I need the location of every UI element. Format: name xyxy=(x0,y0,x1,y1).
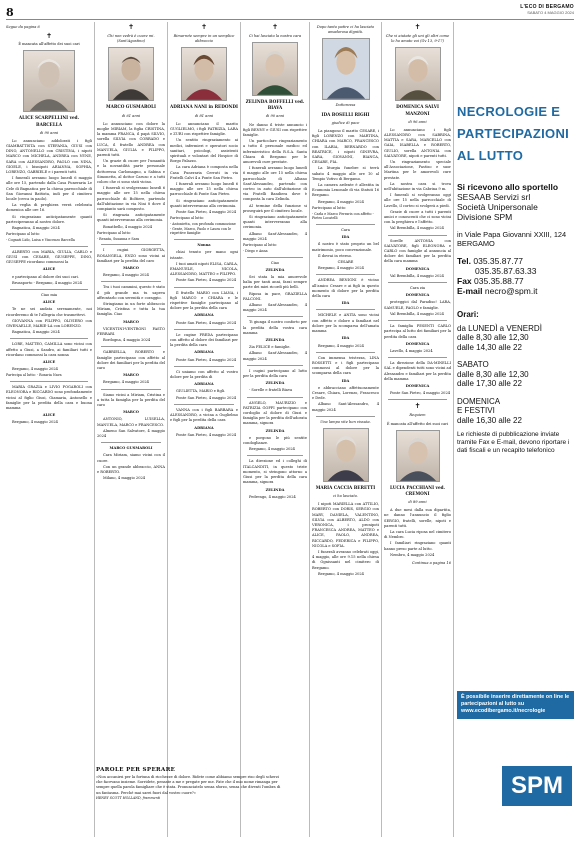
notice-text: e partecipano al dolore dei suoi cari. xyxy=(12,274,79,279)
notice-date: Bergamo, 4 maggio 2024 xyxy=(12,420,58,425)
phone-number[interactable]: 035.35.87.63.33 xyxy=(475,266,537,276)
notice-text: A due mesi dalla sua dipartita, ne danno l'annuncio il figlio SERGIO, fratelli, sorelle, nipoti e parenti tutti. xyxy=(384,508,451,528)
paper-date: SABATO 4 MAGGIO 2024 xyxy=(527,10,574,15)
deceased-name: ADRIANA NANI in REDONDI xyxy=(170,104,238,110)
deceased-name: IDA xyxy=(341,378,350,383)
notice-date: Ponte San Pietro, 4 maggio 2024 xyxy=(176,209,237,214)
separator xyxy=(247,365,303,366)
notice-text: ALBERTO con MARIA, GIULIA, CARLO e GIUSI con CESARE, GIUSEPPE, DINO, GIUSEPPE ricordano commossi la xyxy=(6,249,92,265)
deceased-age: di 90 anni xyxy=(265,114,285,119)
notice-text: Un particolare ringraziamento a tutto il personale medico ed infermieristico della R.S.A. Santa Chiara di Bergamo per le amorevoli cure prestate. xyxy=(243,139,307,165)
notice-text: Cara xyxy=(341,228,350,233)
phone-number[interactable]: 035.35.87.77 xyxy=(473,256,524,266)
notice-text: I funerali avranno luogo lunedì 6 maggio alle ore 15, partendo dalla Casa Funeraria Le Cele di Bagnatica per la chiesa parrocchiale di San Giovanni Battista, indi per il cimitero locale (cerca in paolo). xyxy=(6,176,92,202)
notice-text: La camera ardente è allestita in Ecumonia Lenonale di via Statuti 16 Bergamo. xyxy=(312,182,379,198)
notice-text: I funerali avranno celebrati oggi, 4 maggio, alle ore 9.15 nella chiesa di Ognissanti nel cimitero di Bergamo. xyxy=(312,550,379,570)
notice-date: Ponte San Pietro, 4 maggio 2024 xyxy=(390,391,451,396)
participants-label: Partecipano al lutto: xyxy=(6,232,41,237)
separator xyxy=(247,397,303,398)
parole-per-sperare xyxy=(96,767,285,801)
quote: Che vi aiutate gli uni gli altri come lo ho amato voi (Gv 13, 9-17) xyxy=(385,34,450,44)
notice-date: Val Brembilla, 4 maggio 2024 xyxy=(390,226,444,231)
quote: Ci hai lasciato la nostra cara xyxy=(248,34,302,38)
hours-time: dalle 8,30 alle 12,30 xyxy=(457,369,529,379)
separator xyxy=(388,320,447,321)
notice-text: Ti giunga il nostro conforto per la perdita della vostra cara mamma xyxy=(243,320,307,335)
notice-date: Bordogna, 4 maggio 2024 xyxy=(103,338,151,343)
notice-text: MARIA GRAZIA e LIVIO POGAROLI con ELEONORA e RICCARDO sono profondamente vicini al figlio Giusi, Giamaria, Antonello e famiglie per la perdita della cara e buona mamma xyxy=(6,385,92,411)
notice-text: Lo annunciano i figli ALESSANDRO con SABRINA, MATTIA e SARA, MARCELLO con GAIA, ISABELLA e ROBERTO, GIULIO, sorella ANTONIA con SALVATORE, nipoti e parenti tutti. xyxy=(384,127,451,158)
notice-text: VANNA con i figli BARBARA e ALESSANDRO, a vicina a Guglielmo e figli per la perdita della cara xyxy=(170,407,238,423)
fax-label: Fax xyxy=(457,276,472,286)
continued-from: Segue da pagina 6 xyxy=(6,25,40,29)
notice-date: Albano Sant'Alessandro, 4 maggio 2024 xyxy=(243,351,307,361)
notice-date: Bergamo, 4 maggio 2024 xyxy=(249,447,295,452)
separator xyxy=(388,282,447,283)
obituary-column-5 xyxy=(312,22,379,837)
participants: - Carla e Marco Ferraris con affetto - Pietro Locatelli xyxy=(312,211,374,221)
deceased-name: ZELINDA xyxy=(265,338,285,343)
notice-text: I familiari ringraziano quanti hanno preso parte al lutto. xyxy=(384,541,451,551)
masthead xyxy=(520,4,574,15)
deceased-name: DOMENICA SALVI MANZONI xyxy=(396,104,439,116)
office-division: Divisione SPM xyxy=(457,212,513,222)
deceased-name: ADRIANA xyxy=(194,425,214,430)
deceased-name: ADRIANA xyxy=(194,313,214,318)
notice-text: Il fratello MARIO con LIANA, i figli MARCO e CHIARA e le rispettive famiglie partecipano al dolore per la perdita della cara xyxy=(170,290,238,311)
parole-title: PAROLE PER SPERARE xyxy=(96,767,176,773)
separator xyxy=(247,257,303,258)
obituary-column-2 xyxy=(97,22,165,762)
notice-text: Si ringraziano anticipatamente quanti parteciperanno al nostro dolore. xyxy=(6,214,92,224)
obituary-column-1 xyxy=(6,22,92,837)
notice-text: Un sentito ringraziamento ai medici, infermieri e operatori socio sanitari, psicologi, assistenti spirituali e volontari del Hospice di Borgo Palazzo. xyxy=(170,138,238,164)
separator xyxy=(101,389,161,390)
paper-name: L'ECO DI BERGAMO xyxy=(520,4,574,10)
deceased-name: DOMENICA xyxy=(405,266,430,271)
notice-text: La direzione della DA-MINELLI SAL e dipendenti tutti sono vicini ad Alessandro e familiari per la perdita della mamma xyxy=(384,361,451,381)
participants: - Renata, Susanna e Sara xyxy=(97,236,140,241)
deceased-name: ADRIANA xyxy=(194,382,214,387)
office-info xyxy=(457,182,574,296)
participants-label: Partecipano al lutto: xyxy=(312,205,347,210)
deceased-name: MARIA CACCIA BERETTI xyxy=(315,484,376,490)
quote: Chi non vedrà è cuore mi. (Sant'Agostino) xyxy=(107,34,155,44)
email-label: E-mail xyxy=(457,286,483,296)
notice-text: ANGELO, MAURIZIO e PATRIZIA GOFFI partecipano con cordoglio al dolore di Giusi e famiglia per la perdita dell'adorata mamma, signora xyxy=(243,400,307,426)
notice-text: La direzione ed i colleghi di ITALCANDITI, in questo triste momento, si stringono attorno a Giusi per la perdita della cara mamma, signora xyxy=(243,459,307,485)
quote: Rimarrete sempre in un semplice abbraccio xyxy=(173,34,235,44)
separator xyxy=(316,224,375,225)
notice-date: Lavello, 4 maggio 2024 xyxy=(390,348,433,353)
separator xyxy=(174,287,234,288)
notice-date: Bagnatica, 4 maggio 2024 xyxy=(12,330,60,335)
notice-text: Sorelle ANTONIA con SALVATORE, figli ELEONORA e CARLO con famiglie al annuncia al dolore dei familiari per la perdita della cara mamma xyxy=(384,238,451,264)
notice-date: Bergamo, 4 maggio 2024 xyxy=(318,266,364,271)
notice-text: I nipoti MARIELLA con ATTILIO, ROBERTO con DORIS, SERGIO con MARY, DANIELA, VALENTINO, SILVIA con ALBERTO, ALDO con VERONICA, i pronipoti FRANCESCA ANDREA, MATTEO e ALICE, PAOLO, ANDREA, RICCARDO, FEDERICA e FILIPPO, NICOLA e SOFIA. xyxy=(312,502,379,548)
deceased-age: di 90 anni xyxy=(39,130,59,135)
deceased-name: ALICE SCARPELLINI ved. BARCELLA xyxy=(18,115,80,127)
lead-text: È mancata all'affetto dei suoi cari xyxy=(18,42,80,47)
deceased-age: ci ha lasciato. xyxy=(332,494,359,499)
notice-text: Lo annunciano addolorati i figli GIAMBATTISTA con STEFANIA, GIUSI con DINO, ANTONELLO con CRISTINA, i nipoti MARCO con MICHELA, ANDREA con NYNE, SARA con ALESSANDRO, PAOLO con NINA, GIOELE, i bisnipoti ARIANNA, SOPHIA, LORENZO, GABRIELE e i parenti tutti. xyxy=(6,138,92,175)
deceased-name: IDA xyxy=(341,301,350,306)
title: Dottoressa xyxy=(335,103,356,108)
column-divider xyxy=(167,22,168,837)
parole-text: «Non accanirsi per la fortuna di ricchezze di dolore. Ridete come abbiamo sempre riso degli scherzi che facevano insieme. Sorridete, pensate a me e pregate per me. Fate che il mio nome rimanga per sempre quella parola famigliare che è stata. Pronunciatelo senza sforzo, senza che diventi l'ombra di un fantasma. Perché mai sarei fuori dal vostro cuore?» xyxy=(96,774,281,795)
separator xyxy=(316,309,375,310)
notice-text: chiai tenuto per mano ogni istante. xyxy=(170,250,238,260)
deceased-name: ZELINDA xyxy=(265,487,285,492)
separator xyxy=(10,246,88,247)
cross-icon: ✝ xyxy=(46,32,52,41)
email-link[interactable]: necro@spm.it xyxy=(484,286,538,296)
notice-text: Sei stata la mia amorevole balia per tanti anni, farai sempre parte dei miei ricordi più belli. xyxy=(243,275,307,290)
office-address: in Viale Papa Giovanni XXIII, 124 BERGAMO xyxy=(457,230,567,248)
deceased-name: IDA xyxy=(341,336,350,341)
notice-date: Ponte San Pietro, 4 maggio 2024 xyxy=(176,320,237,325)
notice-text: Zia FELICE e famiglie. xyxy=(249,345,291,350)
notice-text: Un ringraziamento speciale all'Associazione, Fastiso e suor Martina per le amorevoli cure prestate. xyxy=(384,160,451,180)
notice-date: Ponte San Pietro, 4 maggio 2024 xyxy=(176,432,237,437)
portrait-photo xyxy=(23,50,75,112)
notice-date: Val Brembilla, 4 maggio 2024 xyxy=(390,273,444,278)
participants-label: Partecipano al lutto: xyxy=(243,243,278,248)
deceased-name: DOMENICA xyxy=(405,293,430,298)
notice-text: ANTONIO, LUISELLA, MANUELA, MARCO e FRANCESCO. xyxy=(97,417,165,427)
notice-text: e abbracciano affettuosamente Cesare, Chiara, Lorenzo, Francesco e Dede. xyxy=(312,385,379,401)
quote: Dopo tanto patire ci ha lasciato amadorosa dignità. xyxy=(316,25,375,35)
notice-text: I cugini partecipano al lutto per la perdita della cara xyxy=(243,368,307,379)
notice-text: Ciao xyxy=(270,260,280,265)
separator xyxy=(316,352,375,353)
notice-text: Con un grande abbraccio, ANNA e ROBERTO. xyxy=(97,464,165,474)
separator xyxy=(101,244,161,245)
notice-date: Albano Sant'Alessandro, 4 maggio 2024 xyxy=(243,303,307,313)
deceased-name: IDA xyxy=(341,235,350,240)
necrologie-info-panel xyxy=(457,101,574,835)
signature-text: CESARE xyxy=(337,260,354,265)
portrait-photo xyxy=(108,47,154,101)
notice-text: La veglia di preghiera verrà celebrata domenica alle ore 16. xyxy=(6,203,92,213)
header-rule xyxy=(6,19,574,20)
notice-text: Con immensa tristezza, LINA BOSSETTI e i figli partecipano commossi al dolore per la scomparsa della cara xyxy=(312,355,379,376)
notice-text: I tuoi amati nipoti ELISA, CARLA, EMANUELE, NICOLA, ALESSANDRO, MATTEO e FILIPPO. xyxy=(170,261,238,277)
hours-time: dalle 16,30 alle 22 xyxy=(457,415,522,425)
fax-number: 035.35.88.77 xyxy=(474,276,524,286)
notice-date: Bergamo, 4 maggio 2024 xyxy=(103,273,149,278)
notice-date: Albano Sant'Alessandro, 4 maggio 2024 xyxy=(312,402,379,412)
notice-date: Almeno San Salvatore, 4 maggio 2024 xyxy=(97,428,165,438)
office-intro: Si ricevono allo sportello xyxy=(457,182,559,192)
notice-text: Si ringrazia anticipatamente quanti interverranno alla cerimonia. xyxy=(97,213,165,223)
separator xyxy=(10,381,88,382)
deceased-name: ZELINDA BOFFELLI ved. BIAVA xyxy=(245,99,305,111)
separator xyxy=(247,316,303,317)
separator xyxy=(101,442,161,443)
spm-logo: SPM xyxy=(502,766,572,806)
notice-date: Nembro, 4 maggio 2024 xyxy=(390,552,435,557)
panel-title: NECROLOGIE E PARTECIPAZIONI AL LUTTO xyxy=(457,104,570,163)
deceased-age: di 96 anni xyxy=(408,119,427,124)
notice-text: Un grazie di cuore per l'umanità e la novantilità parte personale dottoressa Carlomagno, a Sabina e Simonetta, al dottor Caruso e a tutti coloro che ci sono stati vicino. xyxy=(97,159,165,184)
deceased-age: di 61 anni xyxy=(121,113,141,118)
notice-text: GIULIETTA, MARIO e figli. xyxy=(176,389,226,394)
notice-text: ANDREA BENIGNI è vicino all'amico Cesare e ai figli in questo momento di dolore per la perdita della cara xyxy=(312,278,379,299)
notice-text: il nostro è stato proprio un bel matrimonio, poco convenzionale. xyxy=(312,242,379,252)
separator xyxy=(10,289,88,290)
separator xyxy=(316,416,375,417)
deceased-age: di 81 anni xyxy=(194,113,214,118)
cross-icon: ✝ xyxy=(128,23,134,31)
notice-date: Bagnatica, 4 maggio 2024 xyxy=(12,226,60,231)
notice-date: Bergamo, 4 maggio 2024 xyxy=(318,571,364,576)
notice-date: Ponte San Pietro, 4 maggio 2024 xyxy=(176,395,237,400)
deceased-name: DOMENICA xyxy=(405,341,430,346)
notice-text: La cara Adriana è composta nella Casa Funeraria Cerruti in via Fratelli Calvi 4 a Ponte San Pietro. xyxy=(170,165,238,180)
notice-text: Cara Miriam, siamo vicini con il cuore. xyxy=(97,453,165,463)
notice-text: e porgono le più sentite condoglianze. xyxy=(243,435,307,446)
hours-time: dalle 8,30 alle 12,30 xyxy=(457,333,529,342)
deceased-name: ALICE xyxy=(42,413,56,418)
portrait-photo xyxy=(181,47,227,101)
notice-date: Bergamo, 4 maggio 2024 xyxy=(103,380,149,385)
notice-text: I cugini GIORGETTA, ROSANGELA, ENZO sono vicini ai familiari per la perdita del caro xyxy=(97,248,165,263)
notice-text: Cara zia xyxy=(409,286,426,291)
notice-date: Bergamo, 4 maggio 2024 xyxy=(318,343,364,348)
deceased-name: MARCO xyxy=(123,265,139,270)
hours-days: da LUNEDÌ a VENERDÌ xyxy=(457,323,542,333)
portrait-photo xyxy=(396,430,440,482)
deceased-name: ALICE xyxy=(42,360,56,365)
deceased-name: ZELINDA xyxy=(265,381,285,386)
deceased-name: ALICE xyxy=(42,300,56,305)
cross-icon: ✝ xyxy=(414,402,421,411)
portrait-photo xyxy=(252,42,298,96)
obituary-column-6 xyxy=(384,22,451,837)
office-type: Società Unipersonale xyxy=(457,202,538,212)
parole-author: HENRY SCOTT HOLLAND, frammenti xyxy=(96,795,161,800)
notice-date: Bergamo, 4 maggio 2024 xyxy=(12,367,58,372)
hours-days: DOMENICA xyxy=(457,396,501,406)
notice-text: La liturgia funebre si terrà sabato 4 maggio alle ore 10 al Tempio Votivo di Bergamo. xyxy=(312,166,379,181)
hours-title: Orari: xyxy=(457,310,479,319)
deceased-name: MARCO GUSMAROLI xyxy=(106,104,156,110)
deceased-name: MARCO xyxy=(123,319,139,324)
separator xyxy=(174,366,234,367)
notice-date: Bonatbello, 4 maggio 2024 xyxy=(103,224,153,229)
obituary-column-3 xyxy=(170,22,238,762)
participants: - Antonietta, con profonda commozione - Gente, Marco, Paolo e Laura con le rispettive famiglie xyxy=(170,221,236,236)
participants: - Sorelle e fratelli Biava xyxy=(249,388,293,393)
separator xyxy=(247,455,303,456)
notice-date: Brusaporto - Bergamo, 4 maggio 2024 xyxy=(12,280,82,285)
hours-days: E FESTIVI xyxy=(457,406,495,415)
notice-date: Pedrengo, 4 maggio 2024 xyxy=(249,494,296,499)
submission-note: Le richieste di pubblicazione inviate tramite Fax e E-mail, devono riportare i dati fiscali e un recapito telefonico xyxy=(457,431,570,454)
opening-hours xyxy=(457,310,574,425)
notice-text: La nostra cara si trova nell'abitazione in via Cabrina 9 m. xyxy=(384,181,451,192)
notice-date: Albano Sant'Alessandro, 4 maggio 2024 xyxy=(243,231,307,241)
portrait-photo xyxy=(322,38,370,100)
continued-on: Continua a pagina 16 xyxy=(411,560,451,565)
column-divider xyxy=(309,22,310,837)
notice-text: VICENTINI-VENTRONI PASTO FERRARI. xyxy=(97,326,165,336)
separator xyxy=(101,281,161,282)
notice-text: Grazie di cuore a tutti i parenti amici e conoscenti che ci sono vicini con la preghiera e l'affetto. xyxy=(384,209,451,225)
notice-text: Le cugine FREDA partecipano con affetto al dolore dei familiari per la perdita della cara xyxy=(170,332,238,348)
notice-text: La cara Lucia riposa nel cimitero di Nembro. xyxy=(384,529,451,540)
deceased-name: ZELINDA xyxy=(265,267,285,272)
deceased-name: MARCO xyxy=(123,373,139,378)
separator xyxy=(10,338,88,339)
separator xyxy=(174,404,234,405)
notice-text: Ne danno il triste annuncio i figli BENNY e GIUSI con rispettive famiglie. xyxy=(243,122,307,137)
separator xyxy=(101,346,161,347)
office-name: SESAAB Servizi srl xyxy=(457,192,531,202)
portrait-photo xyxy=(395,47,441,101)
notice-text: Te ne sei andata serenamente, noi ricorderemo di te l'allegria che trasmettevi. xyxy=(6,307,92,317)
deceased-role: giudice di pace xyxy=(331,120,360,125)
column-divider xyxy=(453,22,454,837)
participants: - Cognati Lido, Luisa e Vincenzo Barcella xyxy=(6,238,75,243)
online-banner[interactable]: È possibile inserire direttamente on line le partecipazioni al lutto su www.ecodibergamo.it/necrologie xyxy=(457,691,574,719)
column-divider xyxy=(94,22,95,837)
notice-text: I funerali avranno luogo lunedì 6 maggio alle ore 15 nella chiesa parrocchiale di Ponte San Pietro. xyxy=(170,181,238,197)
cross-icon: ✝ xyxy=(272,23,278,31)
notice-text: Riposa in pace, GRAZIELLA FALCONI. xyxy=(243,291,307,301)
notice-text: Ciao mia xyxy=(40,293,58,297)
cross-icon: ✝ xyxy=(201,23,207,31)
separator xyxy=(388,235,447,236)
participants: - Diego e Anna xyxy=(243,248,268,253)
deceased-name: ZELINDA xyxy=(265,428,285,433)
page-number: 8 xyxy=(6,6,14,19)
participants-label: Partecipano al lutto: xyxy=(97,230,132,235)
participants-label: Partecipano al lutto: xyxy=(170,216,205,221)
deceased-age: di 89 anni xyxy=(408,499,427,504)
notice-text: Tra i tuoi cammini, questo è stato il più grande ma tu sapeva affrontarlo con serenità e coraggio. xyxy=(97,285,165,300)
deceased-name: Nonna xyxy=(197,243,211,248)
notice-text: I funerali avranno luogo lunedì 6 maggio alle ore 15 nella chiesa parrocchiale di Albano Sant'Alessandro, partendo con corteo in auto dall'abitazione di via Fratelli Bandiera dove è composta la cara Zelinda. xyxy=(243,166,307,202)
notice-text: Ci uniamo con affetto al vostro dolore per la perdita di xyxy=(170,369,238,380)
notice-text: La piangono il marito CESARE, i figli LORENZO con MARTINA, CHIARA con MARCO, FRANCESCO con ILARIA, BERNARDO con BEATRICE, i nipoti GINEVRA, SARA, GIOVANNI, BIANCA, CESARE, PIA. xyxy=(312,128,379,165)
notice-text: GABRIELLA, ROBERTO e famiglie partecipano con affetto al dolore dei familiari per la perdita del caro xyxy=(97,350,165,370)
deceased-name: LUCIA PACCHIANI ved. CREMONI xyxy=(389,484,446,496)
separator xyxy=(388,399,447,400)
separator xyxy=(316,274,375,275)
obituary-column-4 xyxy=(243,22,307,837)
deceased-name: MARCO xyxy=(123,410,139,415)
notice-date: Ponte San Pietro, 4 maggio 2024 xyxy=(176,357,237,362)
deceased-name: ADRIANA xyxy=(194,350,214,355)
notice-text: I funerali si svolgeranno oggi alle ore 15 nella parrocchiale di Lavello, il corteo si svolgerà a piedi. xyxy=(384,193,451,208)
cross-icon: ✝ xyxy=(414,23,421,31)
notice-text: Lo annunciano il marito GUGLIELMO, i figli PATRIZIA, LARA e ZURI con rispettive famiglie. xyxy=(170,121,238,137)
deceased-name: MARCO GUSMAROLI xyxy=(109,446,153,451)
notice-text: LORE, MATTEO, CAMILLA sono vicini con affetto a Giusi, a Sandro, ai familiari tutti e ricordano commossi la cara nonna xyxy=(6,342,92,357)
notice-text: proteggici dal Paradiso! LARA, SAMUELE, PAOLO e famiglie. xyxy=(384,300,451,310)
separator xyxy=(174,239,234,240)
deceased-name: ALICE xyxy=(42,267,56,272)
notice-date: Ponte San Pietro, 4 maggio 2024 xyxy=(176,278,237,283)
quote: Requiem xyxy=(409,413,426,418)
notice-text: Lo annunciano con dolore la moglie MIRIAM, la figlia CRISTINA, la mamma FRANCA, il papà SILVIO, sorella SILVIA con CORRADO e LUCA, il fratello ANDREA con MANUELA, GIULIA e FILIPPO, parenti tutti. xyxy=(97,121,165,157)
notice-text: Si ringraziano anticipatamente quanti interverranno alla cerimonia. xyxy=(243,215,307,230)
notice-text: La famiglia PESENTI CARLO partecipa al lutto dei familiari per la perdita della cara xyxy=(384,324,451,339)
participants: Partecipa al lutto: - Rosaria Nava xyxy=(6,373,62,378)
notice-date: Bergamo, 4 maggio 2024 xyxy=(318,199,364,204)
notice-text: Stringiamo in un forte abbraccio Miriam, Cristina e tutta la tua famiglia. Ciao xyxy=(97,301,165,317)
column-divider xyxy=(240,22,241,837)
notice-text: GIOVANNA con FILIPPO, OLIVIERO con GWENAELLE, MARIE-LA con LORENZO. xyxy=(6,318,92,329)
notice-text: Si ringraziano anticipatamente quanti interverranno alla cerimonia. xyxy=(170,198,238,208)
notice-text: MICHELE e ANITA sono vicini con affetto e dolore a familiari nel dolore per la scomparsa dell'amata mamma xyxy=(312,313,379,334)
notice-date: Val Brembilla, 4 maggio 2024 xyxy=(390,311,444,316)
deceased-name: IDA BOSELLI RIGHI xyxy=(321,111,370,117)
quote: Una lampo vite ben vissuta. xyxy=(320,419,371,424)
notice-text: I funerali si svolgeranno lunedì 6 maggio alle ore 15 nella chiesa parrocchiale di Boltiere, partendo dall'abitazione in via Nini 8 dove il compianto sarà composto. xyxy=(97,186,165,211)
separator xyxy=(388,357,447,358)
portrait-photo xyxy=(323,428,369,482)
hours-time: dalle 17,30 alle 22 xyxy=(457,379,522,388)
column-divider xyxy=(381,22,382,837)
notice-text: Al termine della funzione si proseguirà per il cimitero locale. xyxy=(243,203,307,213)
lead-text: È mancata all'affetto dei suoi cari xyxy=(386,421,449,426)
notice-date: Milano, 4 maggio 2024 xyxy=(103,476,146,481)
tel-label: Tel. xyxy=(457,256,472,266)
hours-time: dalle 14,30 alle 22 xyxy=(457,342,522,352)
hours-days: SABATO xyxy=(457,360,489,369)
deceased-name: DOMENICA xyxy=(405,383,430,388)
separator xyxy=(174,329,234,330)
notice-text: Il dovrai in eterno. xyxy=(318,253,352,258)
notice-text: Siamo vicini a Miriam, Cristina e a tutta la famiglia per la perdita del caro xyxy=(97,392,165,407)
